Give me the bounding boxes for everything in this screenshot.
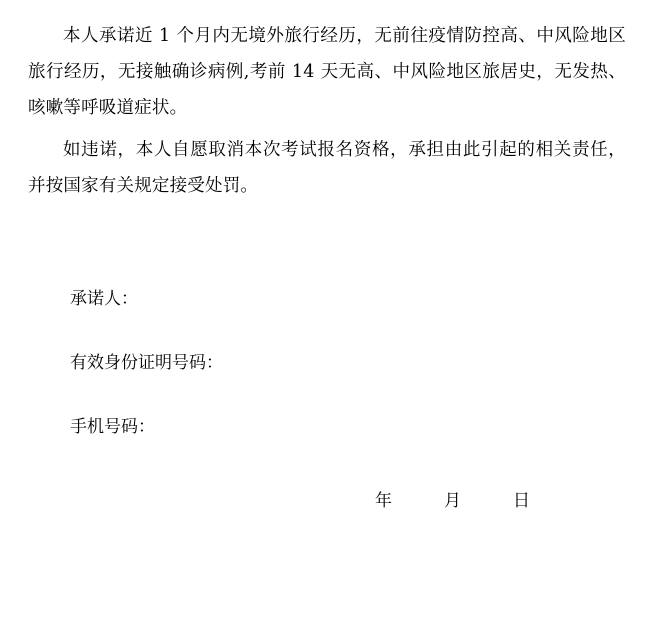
- date-line: [28, 486, 626, 511]
- date-day-label: 日: [513, 491, 530, 511]
- field-signer: 承诺人：: [70, 289, 138, 309]
- paragraph-commitment: 本人承诺近 1 个月内无境外旅行经历，无前往疫情防控高、中风险地区旅行经历，无接触确诊病例,考前 14 天无高、中风险地区旅居史，无发热、咳嗽等呼吸道症状。: [28, 26, 626, 118]
- date-month-label: 月: [444, 491, 461, 511]
- field-id-number: 有效身份证明号码：: [70, 353, 223, 373]
- paragraph-violation: 如违诺，本人自愿取消本次考试报名资格，承担由此引起的相关责任，并按国家有关规定接受处罚。: [28, 140, 626, 196]
- field-phone-number: 手机号码：: [70, 417, 155, 437]
- blank-space: [28, 210, 626, 284]
- date-year-label: 年: [375, 491, 392, 511]
